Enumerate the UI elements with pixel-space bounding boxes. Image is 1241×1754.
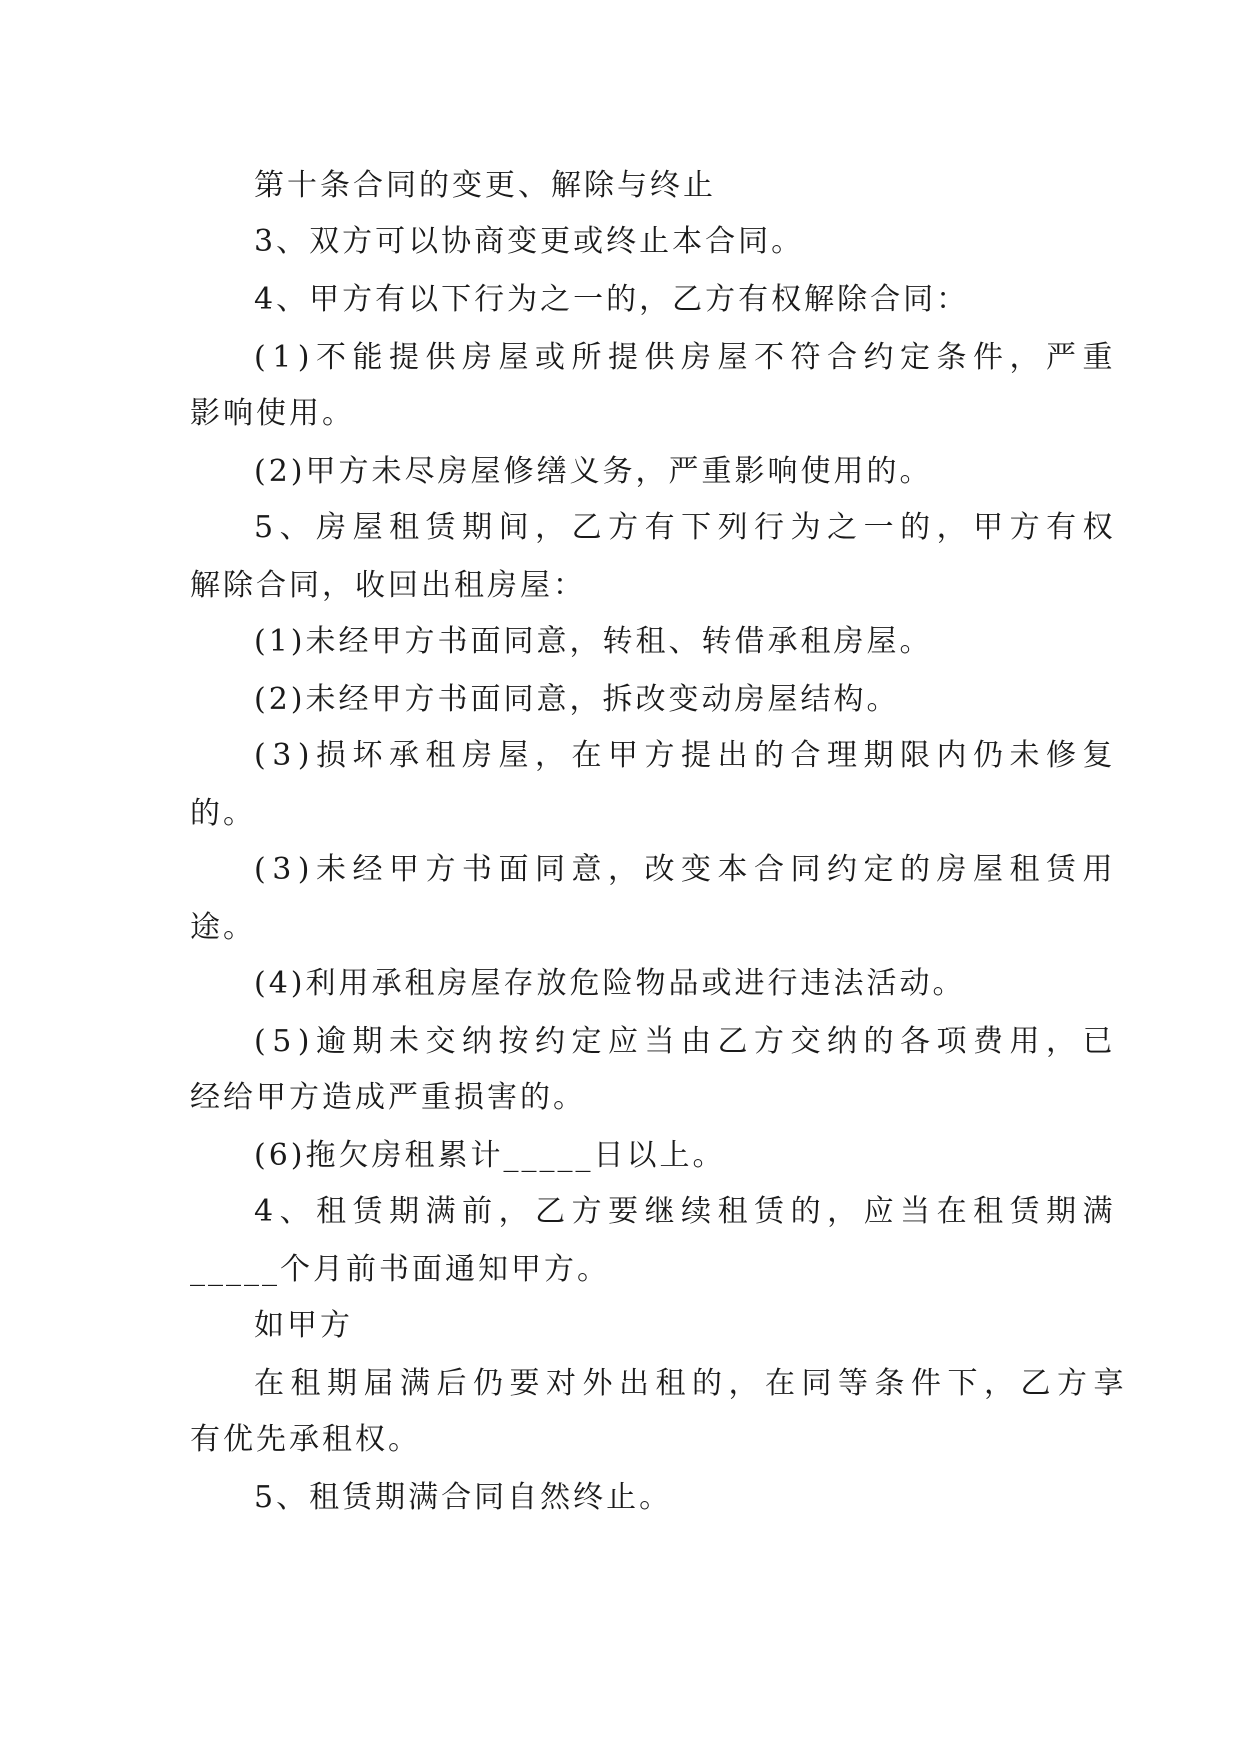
clause-line: (4)利用承租房屋存放危险物品或进行违法活动。 bbox=[254, 966, 966, 1001]
clause-line: (2)未经甲方书面同意，拆改变动房屋结构。 bbox=[254, 682, 900, 717]
clause-line: (2)甲方未尽房屋修缮义务，严重影响使用的。 bbox=[254, 454, 933, 489]
article-heading: 第十条合同的变更、解除与终止 bbox=[254, 168, 716, 203]
clause-line: (6)拖欠房租累计_____日以上。 bbox=[254, 1138, 726, 1173]
clause-line-continued: 的。 bbox=[190, 796, 256, 831]
clause-line: 5、房屋租赁期间，乙方有下列行为之一的，甲方有权 bbox=[254, 510, 1120, 545]
clause-line: (3)未经甲方书面同意，改变本合同约定的房屋租赁用 bbox=[254, 852, 1119, 887]
clause-line-continued: 途。 bbox=[190, 910, 256, 945]
clause-line: 如甲方 bbox=[254, 1308, 353, 1343]
clause-line-continued: _____个月前书面通知甲方。 bbox=[190, 1252, 610, 1287]
clause-line-continued: 经给甲方造成严重损害的。 bbox=[190, 1080, 586, 1115]
clause-line-continued: 有优先承租权。 bbox=[190, 1422, 421, 1457]
clause-line: 4、甲方有以下行为之一的，乙方有权解除合同： bbox=[254, 282, 970, 317]
clause-line-continued: 解除合同，收回出租房屋： bbox=[190, 568, 586, 603]
clause-line: 在租期届满后仍要对外出租的，在同等条件下，乙方享 bbox=[254, 1366, 1130, 1401]
clause-line-continued: 影响使用。 bbox=[190, 396, 355, 431]
clause-line: 3、双方可以协商变更或终止本合同。 bbox=[254, 224, 805, 259]
clause-line: (1)不能提供房屋或所提供房屋不符合约定条件，严重 bbox=[254, 340, 1119, 375]
clause-line: (3)损坏承租房屋，在甲方提出的合理期限内仍未修复 bbox=[254, 738, 1119, 773]
clause-line: (1)未经甲方书面同意，转租、转借承租房屋。 bbox=[254, 624, 933, 659]
clause-line: 5、租赁期满合同自然终止。 bbox=[254, 1480, 673, 1515]
clause-line: 4、租赁期满前，乙方要继续租赁的，应当在租赁期满 bbox=[254, 1194, 1120, 1229]
clause-line: (5)逾期未交纳按约定应当由乙方交纳的各项费用，已 bbox=[254, 1024, 1119, 1059]
